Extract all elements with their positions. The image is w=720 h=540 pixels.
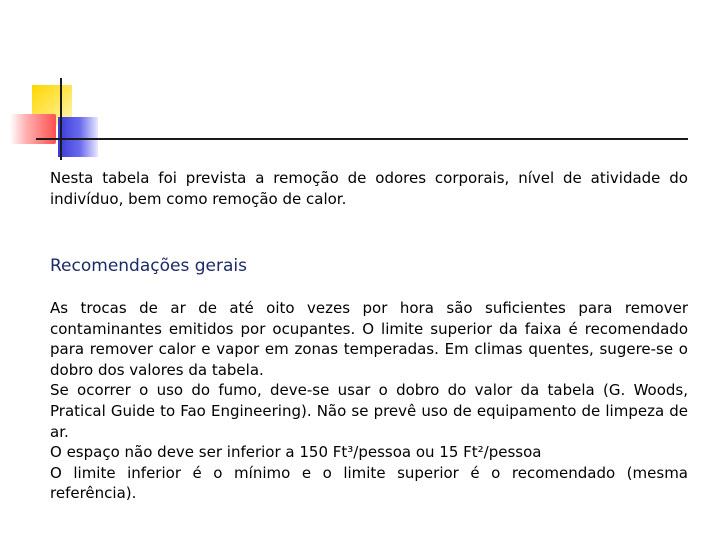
section-heading: Recomendações gerais <box>50 256 247 276</box>
intro-paragraph: Nesta tabela foi prevista a remoção de odores corporais, nível de atividade do indivíduo, bem como remoção de calor. <box>50 169 688 208</box>
paragraph-air-changes: As trocas de ar de até oito vezes por hora são suficientes para remover contaminantes emitidos por ocupantes. O limite superior da faixa é recomendado para remover calor e vapor em zonas temperadas. Em climas quentes, sugere-se o dobro dos valores da tabela. <box>50 299 688 379</box>
decor-vertical-line <box>60 78 62 160</box>
decor-blue-square <box>58 117 98 157</box>
decor-horizontal-rule <box>36 138 688 140</box>
paragraph-smoking: Se ocorrer o uso do fumo, deve-se usar o dobro do valor da tabela (G. Woods, Pratical Guide to Fao Engineering). Não se prevê uso de equipamento de limpeza de ar. <box>50 381 688 441</box>
paragraph-limits: O limite inferior é o mínimo e o limite superior é o recomendado (mesma referência). <box>50 463 688 503</box>
paragraph-space: O espaço não deve ser inferior a 150 Ft³/pessoa ou 15 Ft²/pessoa <box>50 443 542 462</box>
recommendations-body <box>50 298 688 504</box>
